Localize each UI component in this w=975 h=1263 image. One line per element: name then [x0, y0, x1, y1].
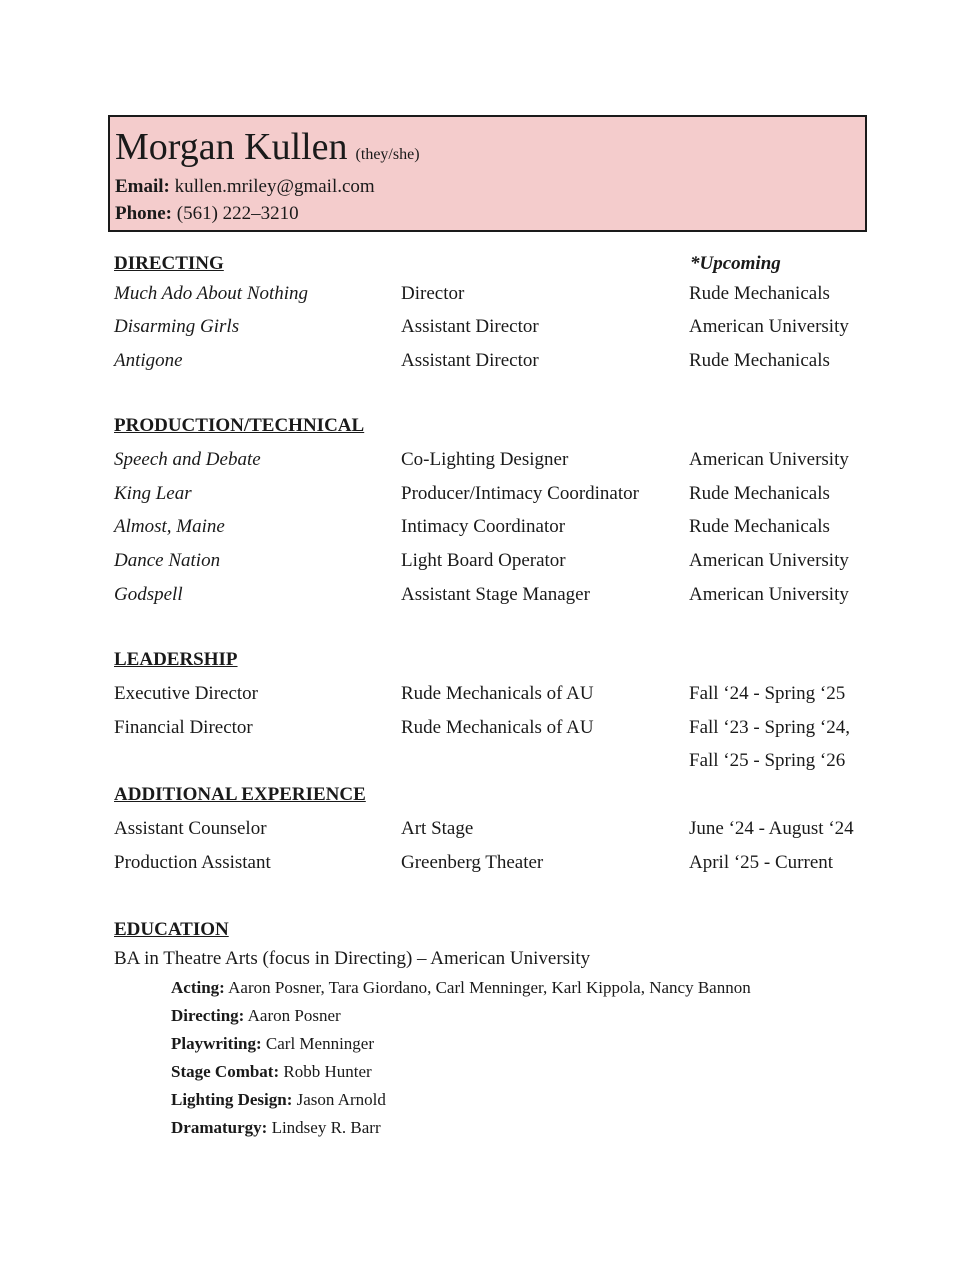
course-value: Lindsey R. Barr — [271, 1118, 381, 1137]
course-label: Directing: — [171, 1006, 245, 1025]
show-title: Almost, Maine — [114, 516, 225, 537]
pronouns: (they/she) — [355, 146, 420, 163]
section-title-additional: ADDITIONAL EXPERIENCE — [114, 784, 366, 805]
show-title: Much Ado About Nothing — [114, 283, 309, 304]
phone-value: (561) 222–3210 — [176, 203, 299, 224]
show-title: Antigone — [114, 350, 183, 371]
dates: Fall ‘24 - Spring ‘25 — [689, 683, 846, 704]
organization: American University — [689, 449, 849, 470]
table-row — [0, 817, 975, 845]
role: Light Board Operator — [401, 550, 566, 571]
organization: Rude Mechanicals — [689, 283, 830, 304]
course-line — [171, 1089, 386, 1111]
role: Assistant Director — [401, 316, 539, 337]
course-label: Lighting Design: — [171, 1090, 293, 1109]
header-box — [108, 115, 867, 232]
section-title-directing: DIRECTING — [114, 253, 224, 274]
table-row — [0, 515, 975, 543]
role: Co-Lighting Designer — [401, 449, 569, 470]
role: Assistant Director — [401, 350, 539, 371]
dates-continued: Fall ‘25 - Spring ‘26 — [689, 750, 846, 771]
organization: Rude Mechanicals of AU — [401, 717, 594, 738]
course-label: Stage Combat: — [171, 1062, 280, 1081]
table-row — [0, 549, 975, 577]
table-row — [0, 349, 975, 377]
role: Director — [401, 283, 465, 304]
organization: Rude Mechanicals — [689, 350, 830, 371]
organization: Greenberg Theater — [401, 852, 544, 873]
course-value: Aaron Posner — [247, 1006, 341, 1025]
section-title-production: PRODUCTION/TECHNICAL — [114, 415, 365, 436]
role: Assistant Stage Manager — [401, 584, 590, 605]
table-row — [0, 482, 975, 510]
organization: Art Stage — [401, 818, 474, 839]
phone-label: Phone: — [115, 203, 172, 224]
position: Executive Director — [114, 683, 259, 704]
course-value: Aaron Posner, Tara Giordano, Carl Menninger, Karl Kippola, Nancy Bannon — [228, 978, 751, 997]
position: Assistant Counselor — [114, 818, 267, 839]
position: Production Assistant — [114, 852, 271, 873]
course-value: Jason Arnold — [296, 1090, 386, 1109]
course-label: Dramaturgy: — [171, 1118, 268, 1137]
course-line — [171, 977, 751, 999]
degree: BA in Theatre Arts (focus in Directing) – American University — [114, 948, 591, 969]
name-heading — [115, 125, 420, 177]
show-title: King Lear — [114, 483, 192, 504]
phone-line — [115, 202, 299, 226]
organization: American University — [689, 584, 849, 605]
name-text: Morgan Kullen — [115, 126, 348, 168]
course-value: Robb Hunter — [283, 1062, 372, 1081]
course-line — [171, 1061, 372, 1083]
course-line — [171, 1117, 381, 1139]
table-row — [0, 315, 975, 343]
role: Intimacy Coordinator — [401, 516, 566, 537]
table-row-continued — [0, 749, 975, 777]
dates: Fall ‘23 - Spring ‘24, — [689, 717, 850, 738]
role: Producer/Intimacy Coordinator — [401, 483, 639, 504]
course-line — [171, 1033, 374, 1055]
dates: April ‘25 - Current — [689, 852, 834, 873]
section-title-education: EDUCATION — [114, 919, 229, 940]
table-row — [0, 583, 975, 611]
show-title: Godspell — [114, 584, 183, 605]
course-line — [171, 1005, 341, 1027]
email-line — [115, 175, 375, 199]
table-row — [0, 448, 975, 476]
table-row — [0, 851, 975, 879]
show-title: Disarming Girls — [114, 316, 240, 337]
organization: American University — [689, 316, 849, 337]
position: Financial Director — [114, 717, 253, 738]
course-value: Carl Menninger — [265, 1034, 375, 1053]
section-title-leadership: LEADERSHIP — [114, 649, 238, 670]
table-row — [0, 682, 975, 710]
organization: Rude Mechanicals — [689, 483, 830, 504]
show-title: Dance Nation — [114, 550, 221, 571]
email-value: kullen.mriley@gmail.com — [174, 176, 375, 197]
organization: Rude Mechanicals of AU — [401, 683, 594, 704]
table-row — [0, 282, 975, 310]
dates: June ‘24 - August ‘24 — [689, 818, 854, 839]
organization: Rude Mechanicals — [689, 516, 830, 537]
course-label: Acting: — [171, 978, 225, 997]
email-label: Email: — [115, 176, 170, 197]
organization: American University — [689, 550, 849, 571]
show-title: Speech and Debate — [114, 449, 261, 470]
table-row — [0, 716, 975, 744]
course-label: Playwriting: — [171, 1034, 262, 1053]
upcoming-note: *Upcoming — [690, 253, 781, 274]
